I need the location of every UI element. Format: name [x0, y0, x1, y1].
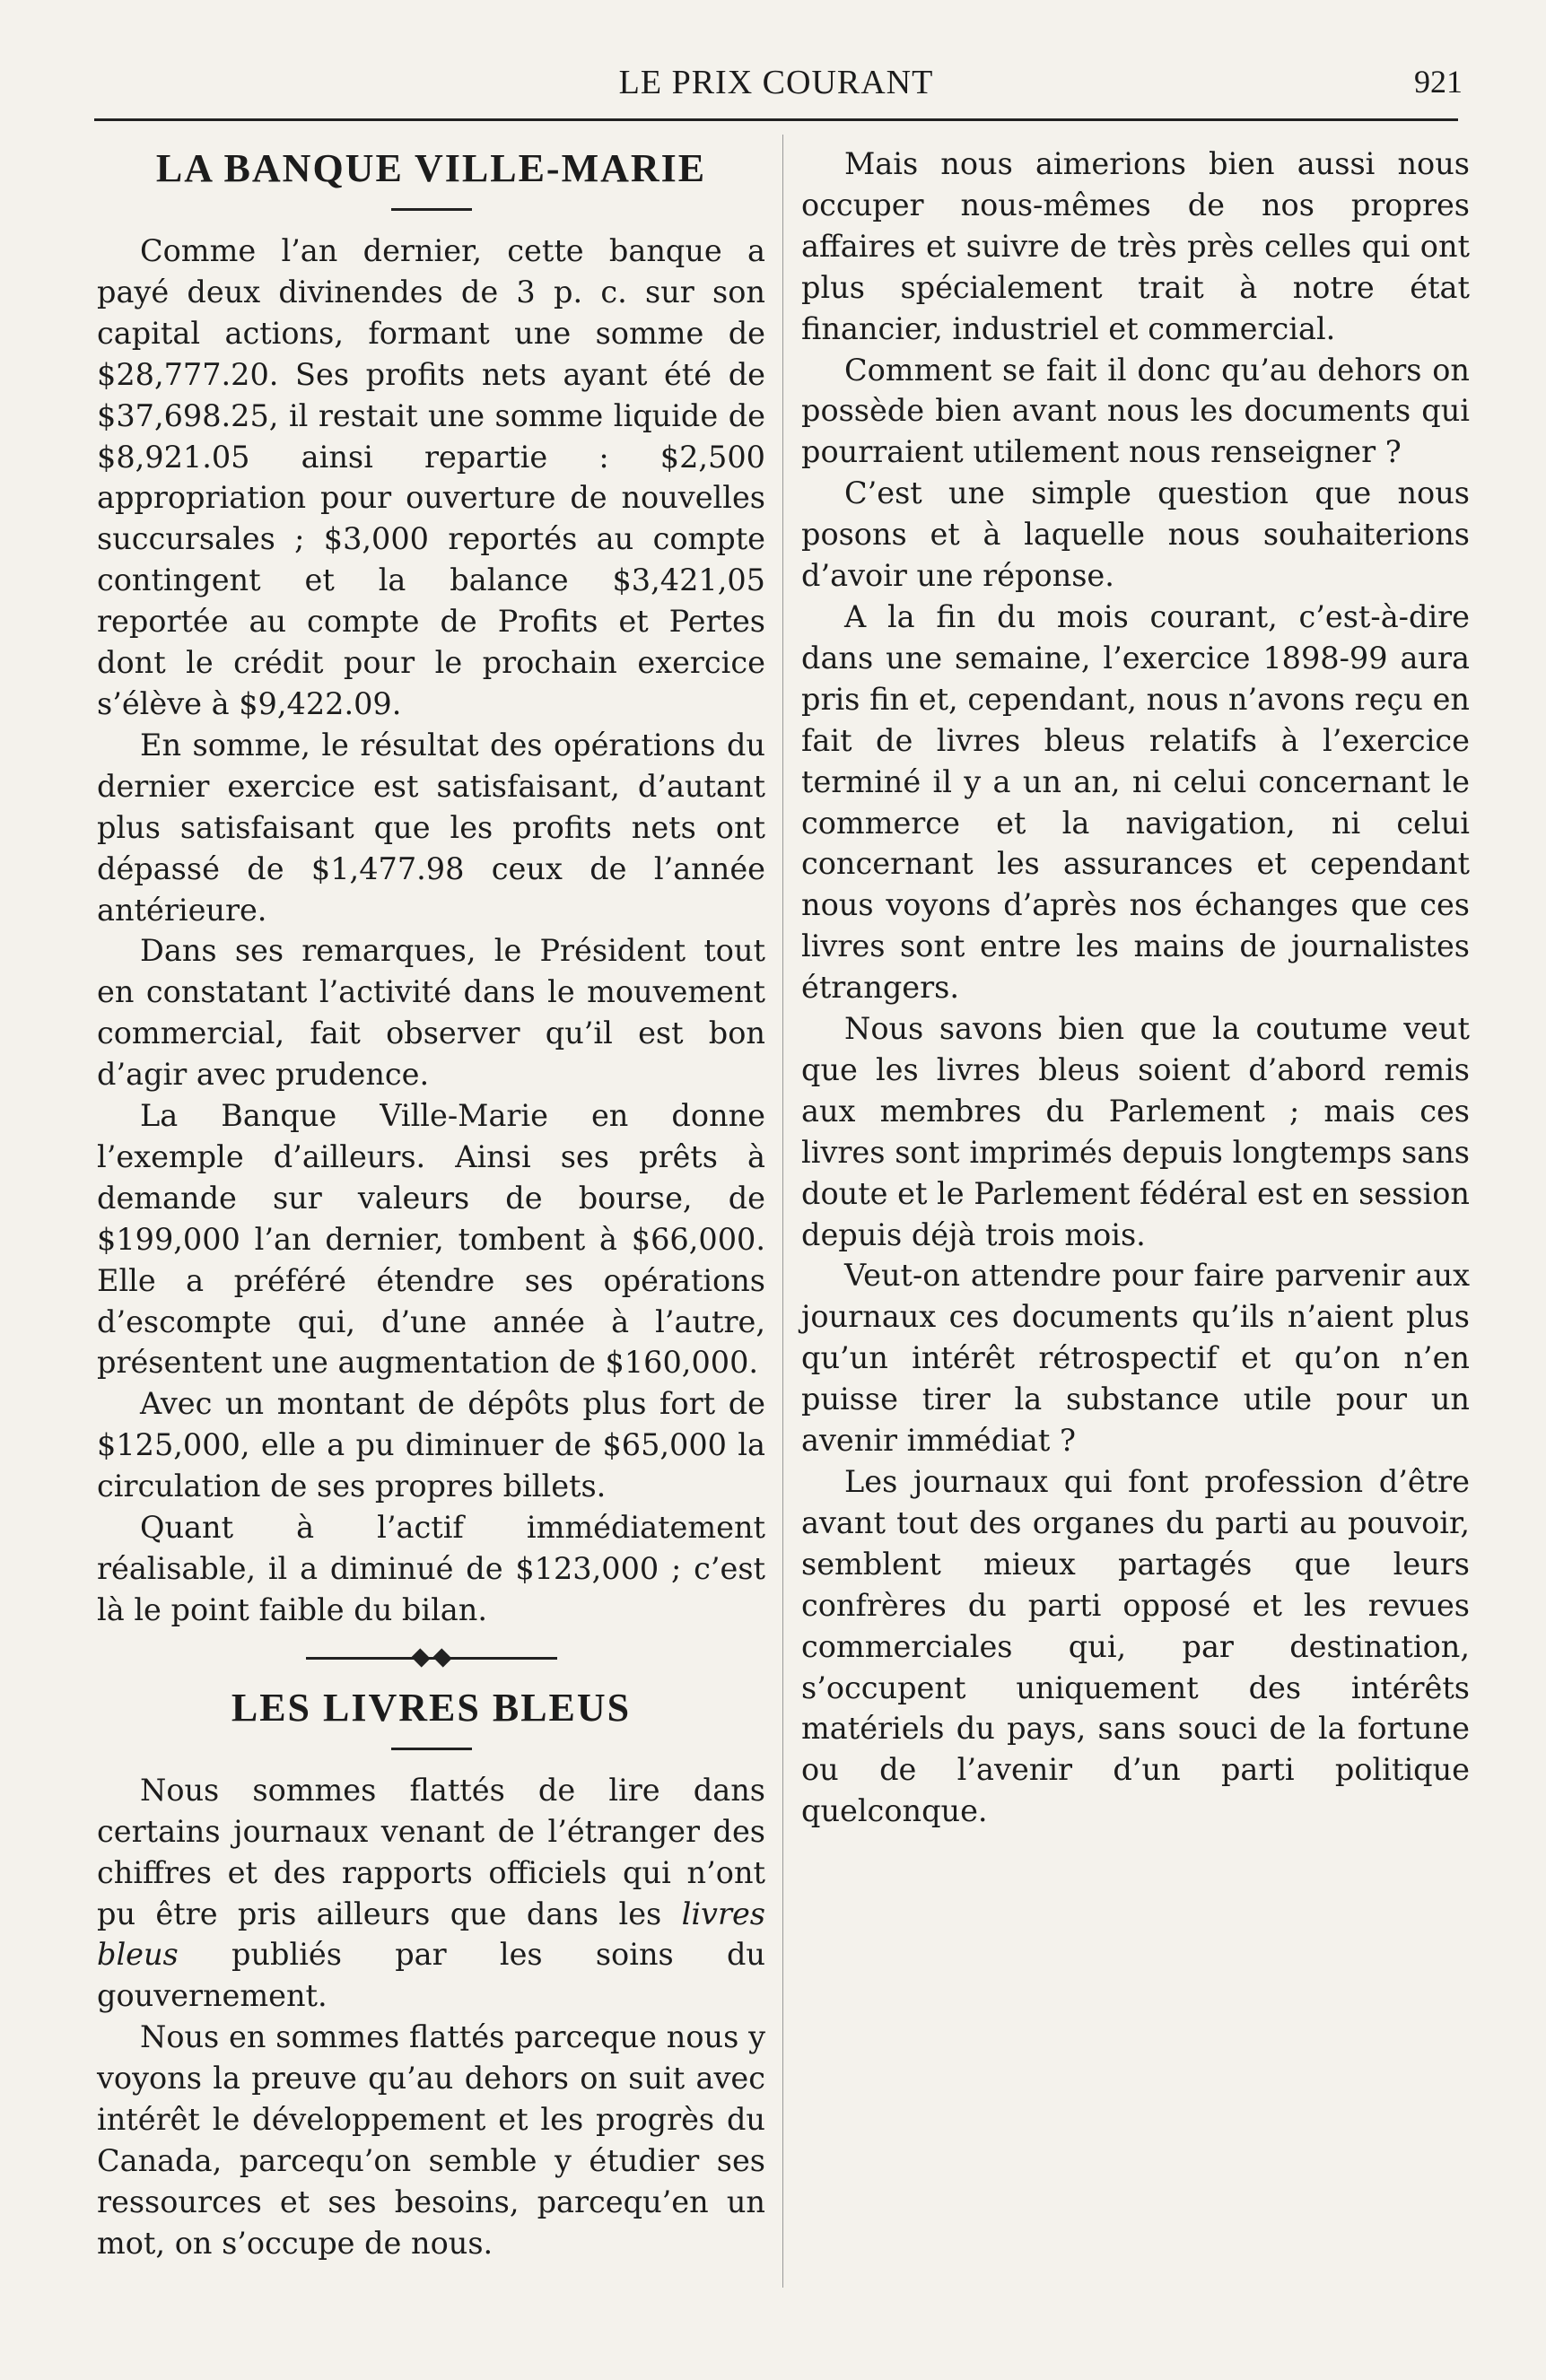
livres-paragraph-8: Veut-on attendre pour faire parvenir aux journaux ces documents qu’ils n’aient plus qu’un intérêt rétrospectif et qu’on n’en puisse tirer la substance utile pour un avenir immédiat ?	[801, 1258, 1470, 1459]
title-rule	[391, 1748, 472, 1750]
section-separator	[306, 1640, 557, 1676]
livres-paragraph-2: Nous en sommes flattés parceque nous y voyons la preuve qu’au dehors on suit avec intérêt le développement et les progrès du Canada, parcequ’on semble y étudier ses ressources et ses besoins, parcequ’en un mot, on s’occupe de nous.	[97, 2019, 765, 2261]
livres-paragraph-5: C’est une simple question que nous posons et à laquelle nous souhaiterions d’avoir une réponse.	[801, 475, 1470, 594]
livres-paragraph-1: Nous sommes flattés de lire dans certains journaux venant de l’étranger des chiffres et des rapports officiels qui n’ont pu être pris ailleurs que dans les livres bleus publiés par les soins du gouvernement.	[97, 1772, 765, 2014]
livres-paragraph-6: A la fin du mois courant, c’est-à-dire dans une semaine, l’exercice 1898-99 aura pris fin et, cependant, nous n’avons reçu en fait de livres bleus relatifs à l’exercice terminé il y a un an, ni celui concernant le commerce et la navigation, ni celui concernant les assurances et cependant nous voyons d’après nos échanges que ces livres sont entre les mains de journalistes étrangers.	[801, 598, 1470, 1006]
page-header	[90, 63, 1463, 108]
livres-paragraph-4: Comment se fait il donc qu’au dehors on possède bien avant nous les documents qui pourraient utilement nous renseigner ?	[801, 352, 1470, 470]
banque-paragraph-3: Dans ses remarques, le Président tout en constatant l’activité dans le mouvement commercial, fait observer qu’il est bon d’agir avec prudence.	[97, 933, 765, 1093]
livres-bleus-italic: livres bleus	[97, 1896, 765, 1973]
banque-paragraph-5: Avec un montant de dépôts plus fort de $125,000, elle a pu diminuer de $65,000 la circulation de ses propres billets.	[97, 1386, 765, 1504]
title-rule	[391, 208, 472, 211]
banque-paragraph-2: En somme, le résultat des opérations du dernier exercice est satisfaisant, d’autant plus satisfaisant que les profits nets ont dépassé de $1,477.98 ceux de l’année antérieure.	[97, 727, 765, 928]
running-head: LE PRIX COURANT	[618, 64, 934, 101]
banque-paragraph-4: La Banque Ville-Marie en donne l’exemple d’ailleurs. Ainsi ses prêts à demande sur valeurs de bourse, de $199,000 l’an dernier, tombent à $66,000. Elle a préféré étendre ses opérations d’escompte qui, d’une année à l’autre, présentent une augmentation de $160,000.	[97, 1098, 765, 1381]
livres-paragraph-3: Mais nous aimerions bien aussi nous occuper nous-mêmes de nos propres affaires et suivre de très près celles qui ont plus spécialement trait à notre état financier, industriel et commercial.	[801, 146, 1470, 346]
page-number: 921	[1414, 64, 1463, 100]
article-title-livres-bleus: LES LIVRES BLEUS	[231, 1685, 632, 1730]
banque-paragraph-1: Comme l’an dernier, cette banque a payé deux divinendes de 3 p. c. sur son capital actions, formant une somme de $28,777.20. Ses profits nets ayant été de $37,698.25, il restait une somme liquide de $8,921.05 ainsi repartie : $2,500 appropriation pour ouverture de nouvelles succursales ; $3,000 reportés au compte contingent et la balance $3,421,05 reportée au compte de Profits et Pertes dont le crédit pour le prochain exercice s’élève à $9,422.09.	[97, 233, 765, 721]
right-column	[801, 144, 1470, 1832]
left-column	[97, 144, 765, 2264]
livres-paragraph-7: Nous savons bien que la coutume veut que les livres bleus soient d’abord remis aux membres du Parlement ; mais ces livres sont imprimés depuis longtemps sans doute et le Parlement fédéral est en session depuis déjà trois mois.	[801, 1011, 1470, 1252]
livres-paragraph-9: Les journaux qui font profession d’être avant tout des organes du parti au pouvoir, semblent mieux partagés que leurs confrères du parti opposé et les revues commerciales qui, par destination, s’occupent uniquement des intérêts matériels du pays, sans souci de la fortune ou de l’avenir d’un parti politique quelconque.	[801, 1464, 1470, 1829]
column-divider	[782, 135, 783, 2288]
banque-paragraph-6: Quant à l’actif immédiatement réalisable, il a diminué de $123,000 ; c’est là le point faible du bilan.	[97, 1510, 765, 1627]
header-rule	[94, 118, 1458, 121]
article-title-banque: LA BANQUE VILLE-MARIE	[155, 146, 707, 190]
